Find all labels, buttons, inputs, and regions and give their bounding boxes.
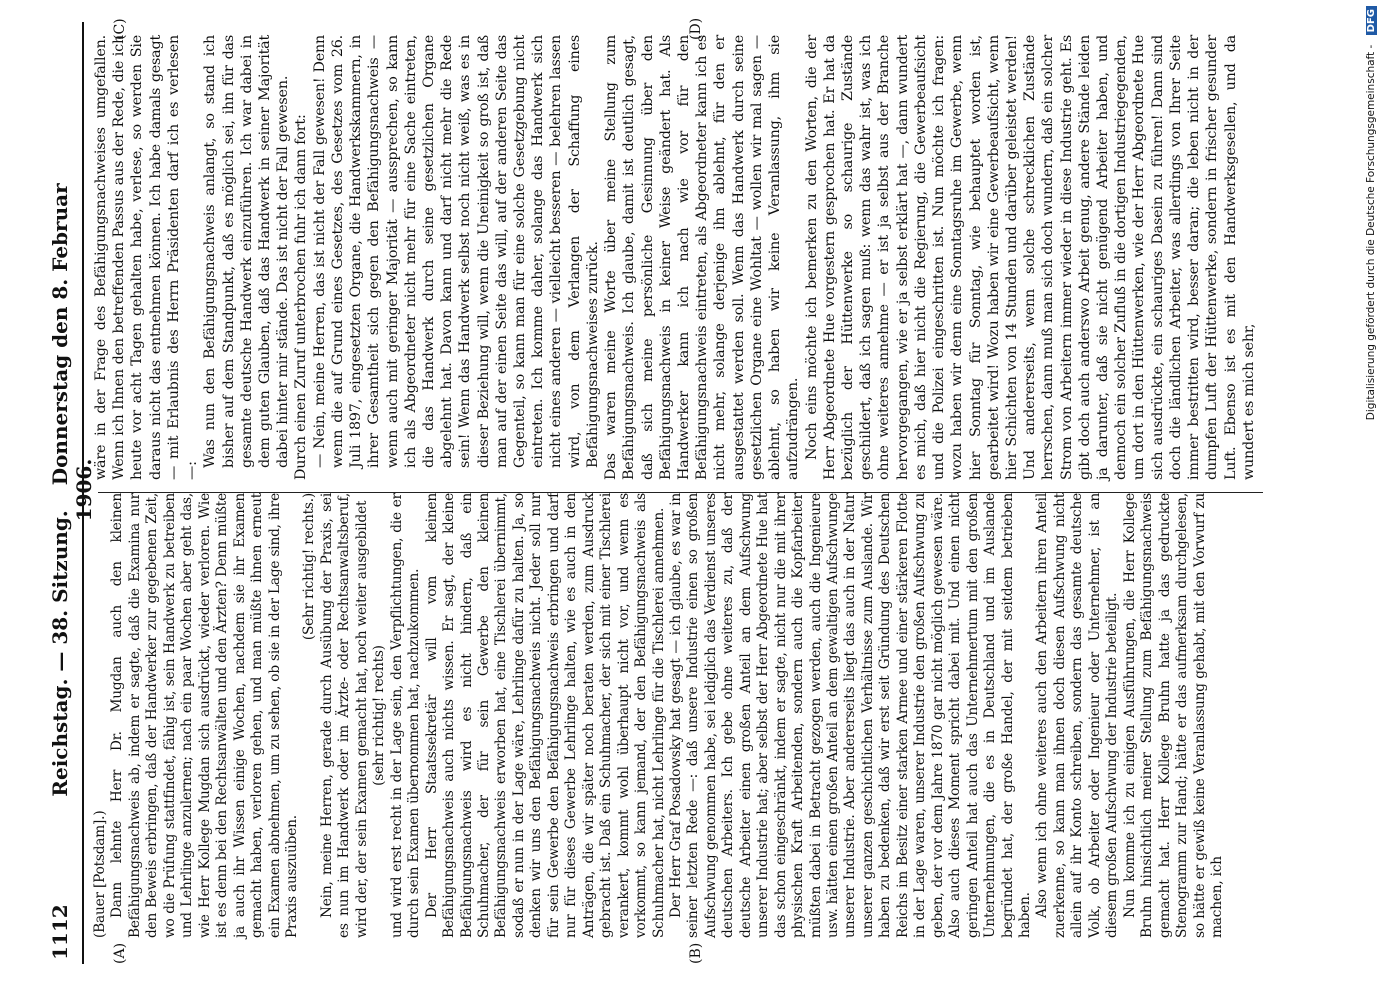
paragraph: wäre in der Frage des Befähigungsnachweises umgefallen. Wenn ich Ihnen den betreffenden Passus aus der Rede, die ich heute vor acht Tagen gehalten habe, verlese, so werden Sie daraus nicht das entnehmen können. Ich habe damals gesagt — mit Erlaubnis des Herrn Präsidenten darf ich es verlesen —: <box>93 35 201 480</box>
paragraph: und wird erst recht in der Lage sein, den Verpflichtungen, die er durch sein Examen übernommen hat, nachzukommen. <box>388 493 423 938</box>
credit-text: Digitalisierung gefördert durch die Deutsche Forschungsgemeinschaft - <box>1365 44 1377 421</box>
session-date: Donnerstag den 8. Februar 1906. <box>48 183 96 522</box>
speaker-label: (Bauer [Potsdam].) <box>92 810 108 938</box>
paragraph: Nein, meine Herren, gerade durch Ausübung der Praxis, sei es nun im Handwerk oder im Ärzte- oder Rechtsanwaltsberuf, wird der, der sein Examen gemacht hat, noch weiter ausgebildet <box>318 493 370 938</box>
margin-mark-c: (C) <box>112 18 128 40</box>
quoted-passage: Was nun den Befähigungsnachweis anlangt, so stand ich bisher auf dem Standpunkt, daß es möglich sei, ihn für das gesamte deutsche Handwerk einzuführen. Ich war dabei in dem guten Glauben, daß das Handwerk in seiner Majorität dabei hinter mir stände. Das ist nicht der Fall gewesen. <box>202 35 292 468</box>
paragraph: Nun komme ich zu einigen Ausführungen, die Herr Kollege Bruhn hinsichtlich meiner Stellung zum Befähigungsnachweis gemacht hat. Herr Kollege Bruhn hatte ja das gedruckte Stenogramm zur Hand; hätte er das aufmerksam durchgelesen, so hätte er gewiß keine Veranlassung gehabt, mit den Vorwurf zu machen, ich <box>1121 493 1225 938</box>
paragraph: Der Herr Graf Posadowsky hat gesagt — ich glaube, es war in seiner letzten Rede —: daß unsere Industrie einen so großen Aufschwung genommen habe, sei lediglich das Verdienst unseres deutschen Arbeiters. Ich gebe ohne weiteres zu, daß der deutsche Arbeiter einen großen Anteil an dem Aufschwung unserer Industrie hat; aber selbst der Herr Abgeordnete Hue hat das schon eingeschränkt, indem er sagte, nicht nur die mit ihrer physischen Kraft Arbeitenden, sondern auch die Kopfarbeiter müßten dabei in Betracht gezogen werden, auch die Ingenieure usw. hätten einen großen Anteil an dem gewaltigen Aufschwunge unserer Industrie. Aber andererseits liegt das auch in der Natur unserer ganzen geschichtlichen Verhältnisse zum Auslande. Wir haben zu bedenken, daß wir erst seit Gründung des Deutschen Reichs im Besitz einer starken Armee und einer stärkeren Flotte in der Lage waren, unserer Industrie den großen Aufschwung zu geben, der vor dem Jahre 1870 gar nicht möglich gewesen wäre. Also auch dieses Moment spricht dabei mit. Und einen nicht geringen Anteil hat auch das Unternehmertum mit den großen Unternehmungen, die es in Deutschland und im Auslande begründet hat, der große Handel, der mit seitdem betrieben haben. <box>667 493 1034 938</box>
digitization-credit <box>1365 6 1377 606</box>
dfg-logo: DFG <box>1366 6 1377 35</box>
quoted-passage: — Nein, meine Herren, das ist nicht der Fall gewesen! Denn wenn die auf Grund eines Gesetzes, des Gesetzes vom 26. Juli 1897, eingesetzten Organe, die Handwerkskammern, in ihrer Gesamtheit sich gegen den Befähigungsnachweis — wenn auch mit geringer Majorität — aussprechen, so kann ich als Abgeordneter nicht mehr für eine Sache eintreten, die das Handwerk durch seine gesetzlichen Organe abgelehnt hat. Davon kann und darf nicht mehr die Rede sein! Wenn das Handwerk selbst noch nicht weiß, was es in dieser Beziehung will, wenn die Uneinigkeit so groß ist, daß man auf der einen Seite das will, auf der anderen Seite das Gegenteil, so kann man für eine solche Gesetzgebung nicht eintreten. Ich komme daher, solange das Handwerk sich nicht eines anderen — vielleicht besseren — belehren lassen wird, von dem Verlangen der Schaffung eines Befähigungsnachweises zurück. <box>311 35 601 468</box>
column-divider <box>98 492 1263 493</box>
interjection: (sehr richtig! rechts) <box>371 645 388 786</box>
interjection: (Sehr richtig! rechts.) <box>301 493 318 641</box>
session-title: Reichstag. — 38. Sitzung. <box>48 510 72 797</box>
page-number: 1112 <box>48 904 72 960</box>
running-title <box>48 180 96 800</box>
margin-mark-b: (B) <box>688 942 704 964</box>
paragraph: Der Herr Staatssekretär will vom kleinen Befähigungsnachweis auch nichts wissen. Er sagt, der kleine Befähigungsnachweis wird es nicht hindern, daß ein Schuhmacher, der für sein Gewerbe den kleinen Befähigungsnachweis erworben hat, eine Tischlerei übernimmt, sodaß er nun in der Lage wäre, Lehrlinge dafür zu halten. Ja, so denken wir uns den Befähigungsnachweis nicht. Jeder soll nur für sein Gewerbe den Befähigungsnachweis erbringen und darf nur für dieses Gewerbe Lehrlinge halten, wie es auch in den Anträgen, die wir später noch beraten werden, zum Ausdruck gebracht ist. Daß ein Schuhmacher, der sich mit einer Tischlerei verankert, kommt wohl überhaupt nicht vor, und wenn es vorkommt, so kann jemand, der den Befähigungsnachweis als Schuhmacher hat, nicht Lehrlinge für die Tischlerei annehmen. <box>423 493 667 938</box>
page-header <box>48 0 96 1000</box>
margin-mark-a: (A) <box>112 942 128 964</box>
paragraph: Dann lehnte Herr Dr. Mugdan auch den kleinen Befähigungsnachweis ab, indem er sagte, daß die Examina nur den Beweis erbringen, daß der Handwerker zur gegebenen Zeit, wo die Prüfung stattfindet, fähig ist, sein Handwerk zu betreiben und Lehrlinge anzulernen; nach ein paar Wochen aber geht das, wie Herr Kollege Mugdan sich ausdrückt, wieder verloren. Wie ist es denn bei den Rechtsanwälten und den Ärzten? Denn müßte ja auch ihr Wissen einige Wochen, nachdem sie ihr Examen gemacht haben, verloren gehen, und man müßte ihnen erneut ein Examen abnehmen, um zu sehen, ob sie in der Lage sind, ihre Praxis auszuüben. <box>109 493 300 938</box>
paragraph: Noch eins möchte ich bemerken zu den Worten, die der Herr Abgeordnete Hue vorgestern gesprochen hat. Er hat da bezüglich der Hüttenwerke so schaurige Zustände geschildert, daß ich sagen muß: wenn das wahr ist, was ich ohne weiteres annehme — er ist ja selbst aus der Branche hervorgegangen, wie er ja selbst erklärt hat —, dann wundert es mich, daß hier nicht die Regierung, die Gewerbeaufsicht und die Polizei eingeschritten ist. Nun möchte ich fragen: wozu haben wir denn eine Sonntagsruhe im Gewerbe, wenn hier Sonntag für Sonntag, wie behauptet worden ist, gearbeitet wird! Wozu haben wir eine Gewerbeaufsicht, wenn hier Schichten von 14 Stunden und darüber geleistet werden! Und andererseits, wenn solche schrecklichen Zustände herrschen, dann muß man sich doch wundern, daß ein solcher Strom von Arbeitern immer wieder in diese Industrie geht. Es gibt doch auch anderswo Arbeit genug, andere Stände leiden ja darunter, daß sie nicht genügend Arbeiter haben, und dennoch ein solcher Zufluß in die dortigen Industriegegenden, um dort in den Hüttenwerken, wie der Herr Abgeordnete Hue sich ausdrückte, ein schauriges Dasein zu führen! Dann sind doch die ländlichen Arbeiter, was allerdings von Ihrer Seite immer bestritten wird, besser daran; die leben nicht in der dumpfen Luft der Hüttenwerke, sondern in frischer gesunder Luft. Ebenso ist es mit den Handwerksgesellen, und da wundert es mich sehr, <box>803 35 1257 480</box>
paragraph: Das waren meine Worte über meine Stellung zum Befähigungsnachweis. Ich glaube, damit ist deutlich gesagt, daß sich meine persönliche Gesinnung über den Befähigungsnachweis in keiner Weise geändert hat. Als Handwerker kann ich nach wie vor für den Befähigungsnachweis eintreten, als Abgeordneter kann ich es nicht mehr, solange derjenige ihn ablehnt, für den er ausgestattet werden soll. Wenn das Handwerk durch seine gesetzlichen Organe eine Wohltat — wollen wir mal sagen — ablehnt, so haben wir keine Veranlassung, ihm sie aufzudrängen. <box>603 35 802 480</box>
margin-mark-d: (D) <box>688 17 704 40</box>
paragraph: Durch einen Zuruf unterbrochen fuhr ich dann fort: <box>293 114 310 480</box>
left-column <box>92 493 1267 938</box>
header-rule <box>82 22 84 964</box>
right-column <box>92 35 1267 480</box>
paragraph: Also wenn ich ohne weiteres auch den Arbeitern ihren Anteil zuerkenne, so kann man ihnen doch diesen Aufschwung nicht allein auf ihr Konto schreiben, sondern das gesamte deutsche Volk, ob Arbeiter oder Ingenieur oder Unternehmer, ist an diesem großen Aufschwung der Industrie beteiligt. <box>1034 493 1121 938</box>
